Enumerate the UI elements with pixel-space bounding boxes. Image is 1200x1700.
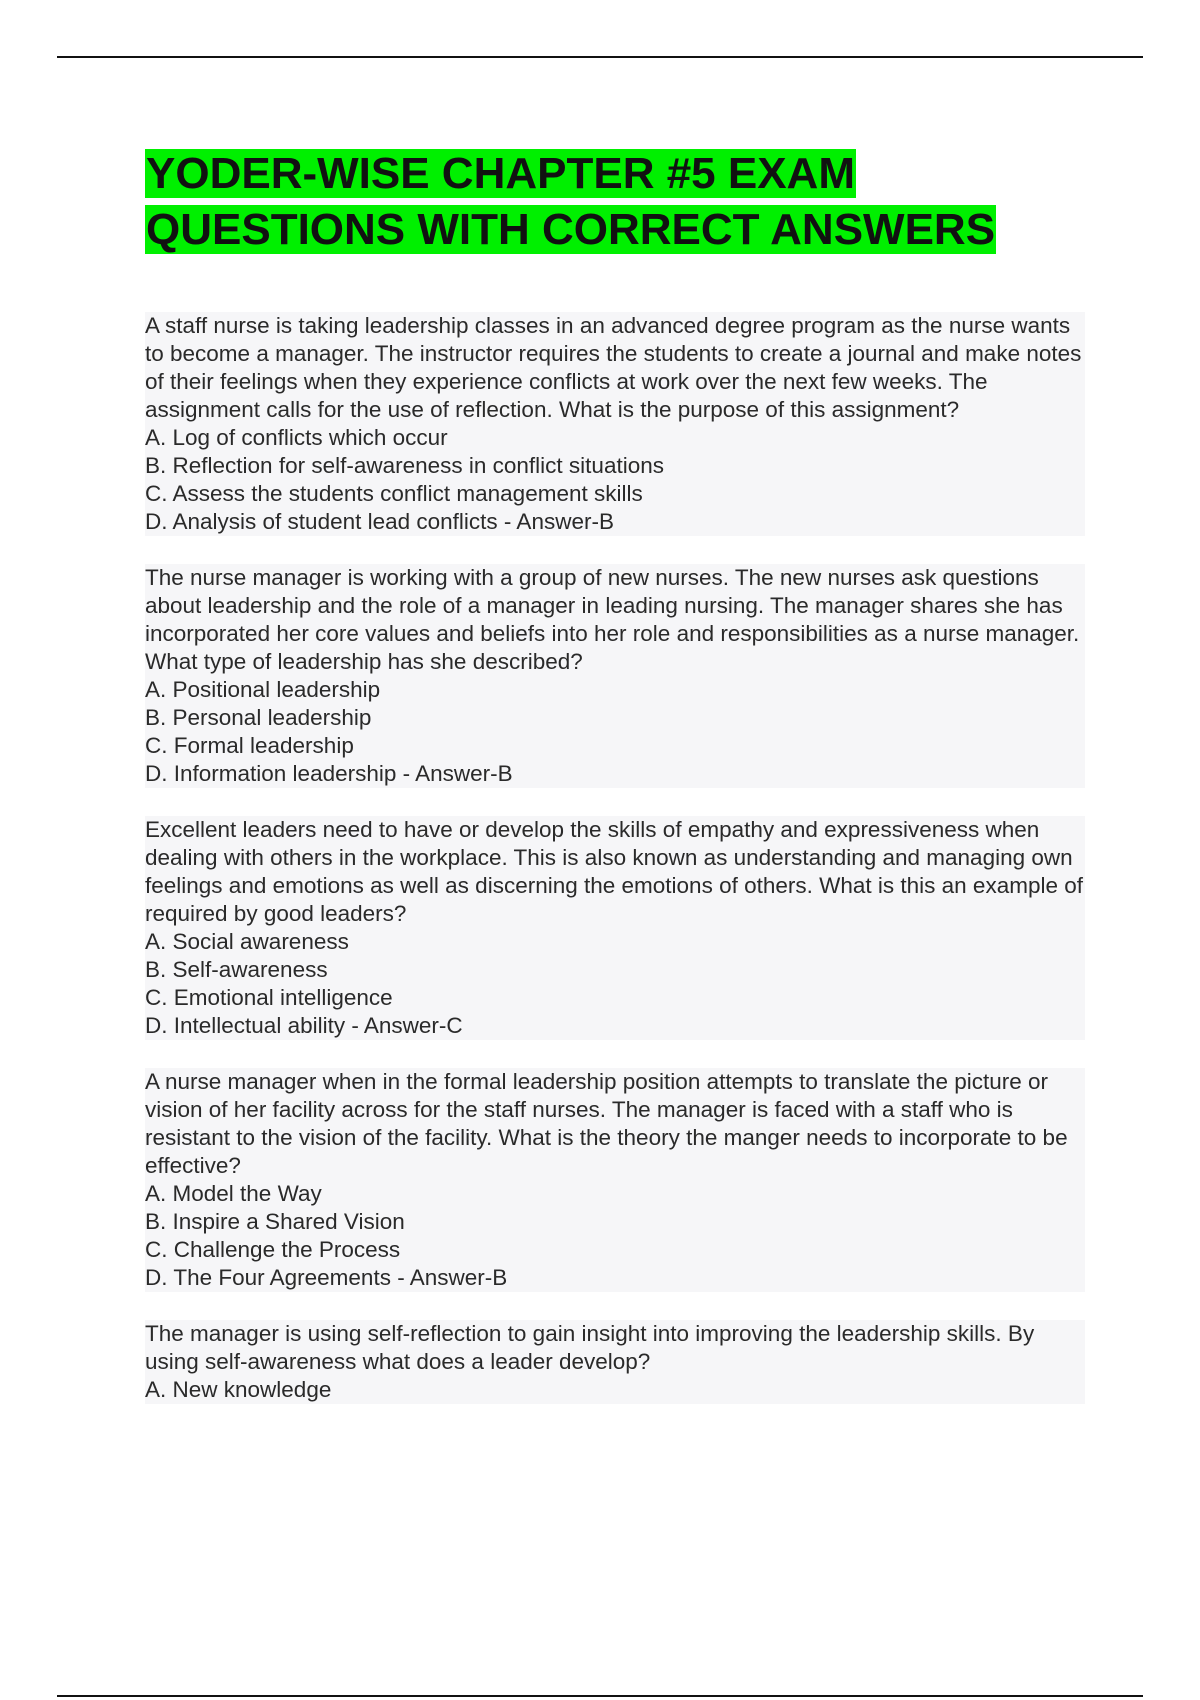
option-c: C. Assess the students conflict management skills [145,481,643,506]
option-a: A. Model the Way [145,1181,322,1206]
option-a: A. New knowledge [145,1377,332,1402]
option-b: B. Self-awareness [145,957,328,982]
question-block-4 [145,1068,1085,1292]
option-d-with-answer: D. The Four Agreements - Answer-B [145,1265,508,1290]
option-b: B. Inspire a Shared Vision [145,1209,405,1234]
option-a: A. Log of conflicts which occur [145,425,448,450]
question-stem: The manager is using self-reflection to gain insight into improving the leadership skills. By using self-awareness what does a leader develop? [145,1321,1035,1374]
option-b: B. Personal leadership [145,705,372,730]
question-block-2 [145,564,1085,788]
option-c: C. Challenge the Process [145,1237,401,1262]
option-d-with-answer: D. Information leadership - Answer-B [145,761,513,786]
question-list [145,312,1085,1432]
option-c: C. Formal leadership [145,733,354,758]
option-d-with-answer: D. Intellectual ability - Answer-C [145,1013,463,1038]
option-d-with-answer: D. Analysis of student lead conflicts - Answer-B [145,509,614,534]
option-a: A. Social awareness [145,929,349,954]
option-c: C. Emotional intelligence [145,985,393,1010]
question-stem: Excellent leaders need to have or develop the skills of empathy and expressiveness when dealing with others in the workplace. This is also known as understanding and managing own feelings and emotions as well as discerning the emotions of others. What is this an example of required by good leaders? [145,817,1083,926]
title-line-1: YODER-WISE CHAPTER #5 EXAM [146,149,855,198]
option-a: A. Positional leadership [145,677,381,702]
question-block-3 [145,816,1085,1040]
question-stem: The nurse manager is working with a group of new nurses. The new nurses ask questions about leadership and the role of a manager in leading nursing. The manager shares she has incorporated her core values and beliefs into her role and responsibilities as a nurse manager. What type of leadership has she described? [145,565,1080,674]
document-title [145,146,996,258]
bottom-rule [57,1695,1143,1697]
question-block-5 [145,1320,1085,1404]
option-b: B. Reflection for self-awareness in conflict situations [145,453,664,478]
question-stem: A staff nurse is taking leadership classes in an advanced degree program as the nurse wants to become a manager. The instructor requires the students to create a journal and make notes of their feelings when they experience conflicts at work over the next few weeks. The assignment calls for the use of reflection. What is the purpose of this assignment? [145,313,1082,422]
top-rule [57,56,1143,58]
title-line-2: QUESTIONS WITH CORRECT ANSWERS [146,205,996,254]
question-block-1 [145,312,1085,536]
question-stem: A nurse manager when in the formal leadership position attempts to translate the picture or vision of her facility across for the staff nurses. The manager is faced with a staff who is resistant to the vision of the facility. What is the theory the manger needs to incorporate to be effective? [145,1069,1068,1178]
